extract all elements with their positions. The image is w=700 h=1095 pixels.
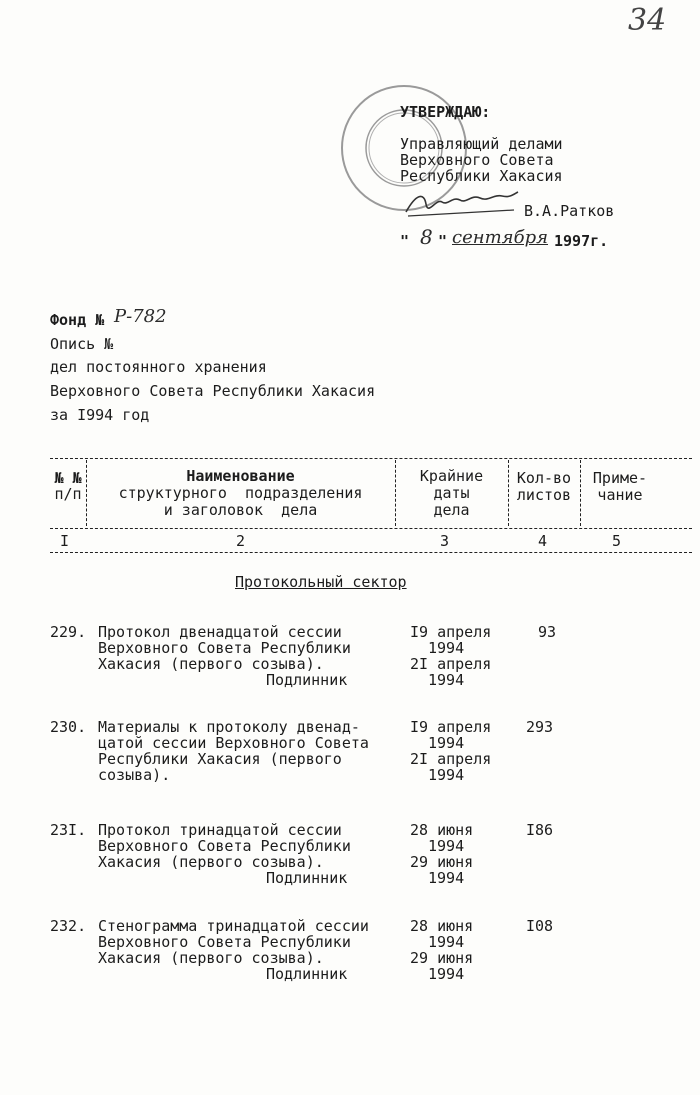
- entry-date-line: 1994: [428, 734, 465, 752]
- approver-name: В.А.Ратков: [524, 202, 615, 220]
- header-line-4: Верховного Совета Республики Хакасия: [50, 382, 376, 400]
- table-bottom-rule: [50, 552, 692, 553]
- entry-title-line: Хакасия (первого созыва).: [98, 853, 324, 871]
- entry-number: 229.: [50, 623, 87, 641]
- header-line-3: дел постоянного хранения: [50, 358, 267, 376]
- entry-sheets: 93: [538, 623, 557, 641]
- entry-date-line: 1994: [428, 869, 465, 887]
- approval-date-open-quote: ": [400, 232, 410, 250]
- entry-date-line: 1994: [428, 766, 465, 784]
- entry-date-line: 28 июня: [410, 821, 474, 839]
- entry-date-line: 2I апреля: [410, 750, 492, 768]
- entry-title-line: цатой сессии Верховного Совета: [98, 734, 369, 752]
- entry-sheets: I86: [526, 821, 554, 839]
- col-heading-sheets-2: листов: [516, 486, 572, 504]
- table-top-rule: [50, 458, 692, 459]
- col-number-4: 4: [538, 532, 548, 550]
- entry-title-line: Верховного Совета Республики: [98, 837, 351, 855]
- col-heading-num-1: № №: [54, 469, 82, 487]
- entry-title-line: Верховного Совета Республики: [98, 933, 351, 951]
- entry-date-line: 1994: [428, 639, 465, 657]
- entry-original-mark: Подлинник: [266, 671, 348, 689]
- entry-title-line: Республики Хакасия (первого: [98, 750, 342, 768]
- col-heading-title-3: и заголовок дела: [163, 501, 318, 519]
- approval-line-2: Верховного Совета: [400, 151, 554, 169]
- table-mid-rule: [50, 528, 692, 529]
- entry-number: 23I.: [50, 821, 87, 839]
- opis-label: Опись №: [50, 335, 114, 353]
- entry-title-line: Хакасия (первого созыва).: [98, 949, 324, 967]
- entry-date-line: 2I апреля: [410, 655, 492, 673]
- entry-title-line: Протокол двенадцатой сессии: [98, 623, 342, 641]
- entry-title-line: Материалы к протоколу двенад-: [98, 718, 360, 736]
- entry-date-line: 29 июня: [410, 949, 474, 967]
- approval-date-month: сентября: [452, 227, 549, 248]
- col-heading-dates-3: дела: [433, 501, 470, 519]
- entry-date-line: 1994: [428, 965, 465, 983]
- col-heading-dates-1: Крайние: [419, 467, 484, 485]
- entry-sheets: I08: [526, 917, 554, 935]
- page-number: 34: [628, 3, 667, 38]
- approval-date-close-quote: ": [438, 232, 448, 250]
- approval-heading: УТВЕРЖДАЮ:: [400, 103, 491, 121]
- entry-date-line: I9 апреля: [410, 623, 492, 641]
- col-number-1: I: [60, 532, 70, 550]
- col-number-2: 2: [236, 532, 246, 550]
- fond-label: Фонд №: [50, 311, 105, 329]
- entry-number: 232.: [50, 917, 87, 935]
- fond-number: Р-782: [114, 306, 167, 327]
- entry-date-line: 28 июня: [410, 917, 474, 935]
- entry-original-mark: Подлинник: [266, 965, 348, 983]
- approval-date-year: 1997г.: [554, 232, 609, 250]
- entry-date-line: 1994: [428, 837, 465, 855]
- col-number-5: 5: [612, 532, 622, 550]
- entry-title-line: Протокол тринадцатой сессии: [98, 821, 342, 839]
- header-line-5: за I994 год: [50, 406, 150, 424]
- entry-title-line: Хакасия (первого созыва).: [98, 655, 324, 673]
- entry-date-line: I9 апреля: [410, 718, 492, 736]
- approval-line-3: Республики Хакасия: [400, 167, 563, 185]
- approval-date-day: 8: [420, 225, 433, 249]
- entry-title-line: Верховного Совета Республики: [98, 639, 351, 657]
- entry-title-line: Стенограмма тринадцатой сессии: [98, 917, 369, 935]
- entry-date-line: 1994: [428, 671, 465, 689]
- entry-original-mark: Подлинник: [266, 869, 348, 887]
- col-heading-dates-2: даты: [433, 484, 470, 502]
- approval-line-1: Управляющий делами: [400, 135, 563, 153]
- entry-number: 230.: [50, 718, 87, 736]
- col-heading-title-1: Наименование: [186, 467, 295, 485]
- entry-title-line: созыва).: [98, 766, 171, 784]
- col-heading-num-2: п/п: [54, 485, 82, 503]
- col-heading-notes-1: Приме-: [592, 469, 648, 487]
- entry-sheets: 293: [526, 718, 554, 736]
- col-heading-title-2: структурного подразделения: [118, 484, 363, 502]
- col-heading-sheets-1: Кол-во: [516, 469, 572, 487]
- col-heading-notes-2: чание: [597, 486, 643, 504]
- section-title: Протокольный сектор: [235, 573, 407, 591]
- entry-date-line: 1994: [428, 933, 465, 951]
- col-number-3: 3: [440, 532, 450, 550]
- signature: [402, 188, 520, 222]
- entry-date-line: 29 июня: [410, 853, 474, 871]
